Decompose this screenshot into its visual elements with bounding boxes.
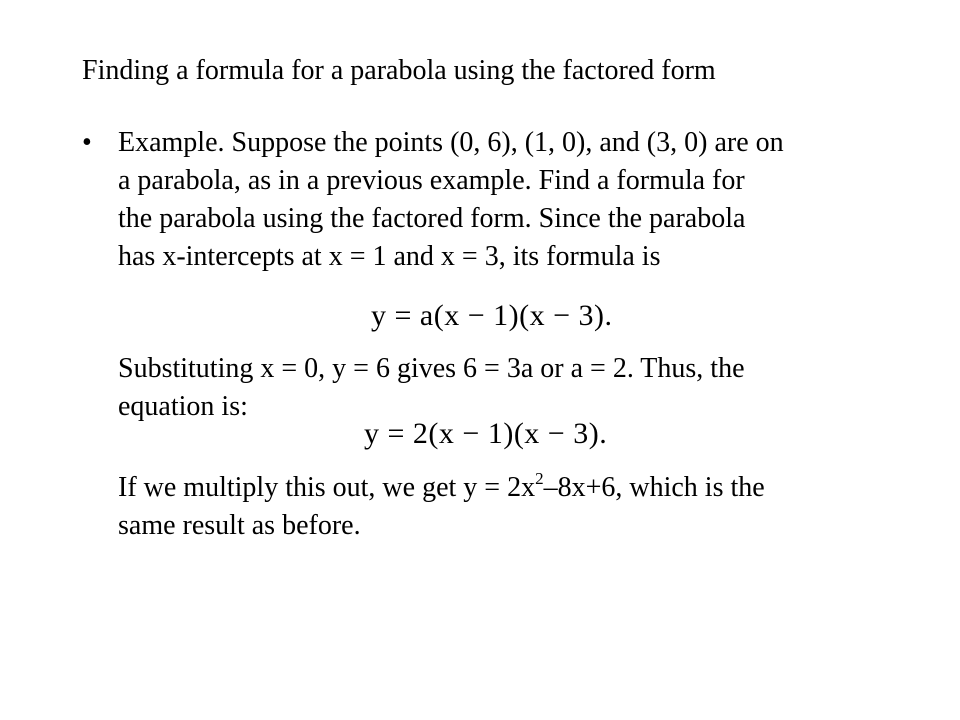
substitution-line-1: Substituting x = 0, y = 6 gives 6 = 3a or a = 2. Thus, the (118, 353, 745, 384)
substitution-line-2: equation is: (118, 391, 248, 422)
example-line-3: the parabola using the factored form. Since the parabola (118, 203, 746, 234)
substitution-paragraph (118, 350, 898, 426)
example-line-1: Example. Suppose the points (0, 6), (1, 0), and (3, 0) are on (118, 127, 784, 158)
slide-title: Finding a formula for a parabola using the factored form (82, 55, 716, 86)
example-line-2: a parabola, as in a previous example. Find a formula for (118, 165, 745, 196)
factored-form-equation: y = a(x − 1)(x − 3). (371, 299, 613, 332)
example-line-4: has x-intercepts at x = 1 and x = 3, its formula is (118, 241, 661, 272)
conclusion-paragraph (118, 469, 898, 545)
result-equation: y = 2(x − 1)(x − 3). (364, 417, 608, 450)
conclusion-text-after-exponent: –8x+6, which is the (543, 472, 765, 503)
conclusion-line-2: same result as before. (118, 510, 361, 541)
conclusion-text-before-exponent: If we multiply this out, we get y = 2x (118, 472, 536, 503)
bullet-marker: • (82, 127, 92, 158)
exponent: 2 (535, 469, 544, 488)
conclusion-line-1 (118, 469, 898, 507)
example-paragraph (118, 124, 898, 276)
